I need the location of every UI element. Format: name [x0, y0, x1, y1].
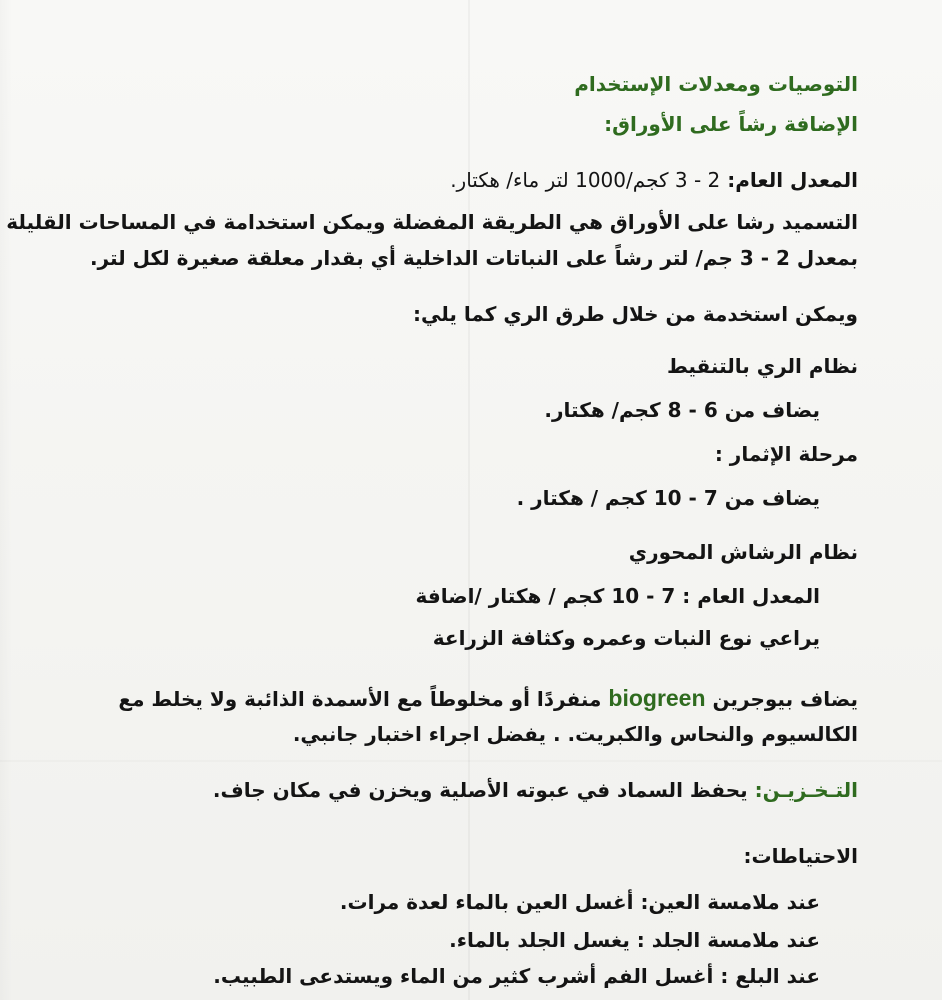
precaution-eye: عند ملامسة العين: أغسل العين بالماء لعدة مرات. [339, 890, 820, 914]
drip-heading: نظام الري بالتنقيط [666, 354, 858, 378]
foliar-general-rate [450, 166, 858, 194]
mixing-line-2: الكالسيوم والنحاس والكبريت. . يفضل اجراء اختبار جانبي. [292, 722, 858, 746]
precaution-swallow: عند البلع : أغسل الفم أشرب كثير من الماء ويستدعى الطبيب. [213, 964, 820, 988]
precaution-skin: عند ملامسة الجلد : يغسل الجلد بالماء. [449, 928, 820, 952]
foliar-paragraph-line-1: التسميد رشا على الأوراق هي الطريقة المفضلة ويمكن استخدامة في المساحات القليلة [6, 210, 858, 234]
foliar-general-label: المعدل العام: [727, 168, 858, 192]
paper-fold-vertical [468, 0, 470, 1000]
paper-fold-horizontal [0, 760, 942, 762]
pivot-general-rate: المعدل العام : 7 - 10 كجم / هكتار /اضافة [415, 584, 820, 608]
document-title: التوصيات ومعدلات الإستخدام [574, 72, 858, 96]
storage-text: يحفظ السماد في عبوته الأصلية ويخزن في مكان جاف. [212, 778, 748, 802]
mixing-text-b: منفردًا أو مخلوطاً مع الأسمدة الذائبة ولا يخلط مع [118, 687, 602, 711]
storage-label: التـخـزيـن: [754, 778, 858, 802]
irrigation-intro: ويمكن استخدمة من خلال طرق الري كما يلي: [413, 302, 858, 326]
foliar-general-value: 2 - 3 كجم/1000 لتر ماء/ هكتار. [450, 168, 721, 192]
storage-line [213, 776, 858, 804]
mixing-line-1 [118, 684, 858, 713]
precautions-heading: الاحتياطات: [743, 844, 858, 868]
foliar-heading: الإضافة رشاً على الأوراق: [604, 112, 858, 136]
fruiting-heading: مرحلة الإثمار : [714, 442, 858, 466]
pivot-note: يراعي نوع النبات وعمره وكثافة الزراعة [432, 626, 820, 650]
fruiting-rate: يضاف من 7 - 10 كجم / هكتار . [516, 486, 820, 510]
foliar-paragraph-line-2: بمعدل 2 - 3 جم/ لتر رشاً على النباتات الداخلية أي بقدار معلقة صغيرة لكل لتر. [89, 246, 858, 270]
brand-name: biogreen [608, 685, 706, 711]
mixing-text-a: يضاف بيوجرين [712, 687, 858, 711]
pivot-heading: نظام الرشاش المحوري [628, 540, 858, 564]
drip-rate: يضاف من 6 - 8 كجم/ هكتار. [544, 398, 820, 422]
